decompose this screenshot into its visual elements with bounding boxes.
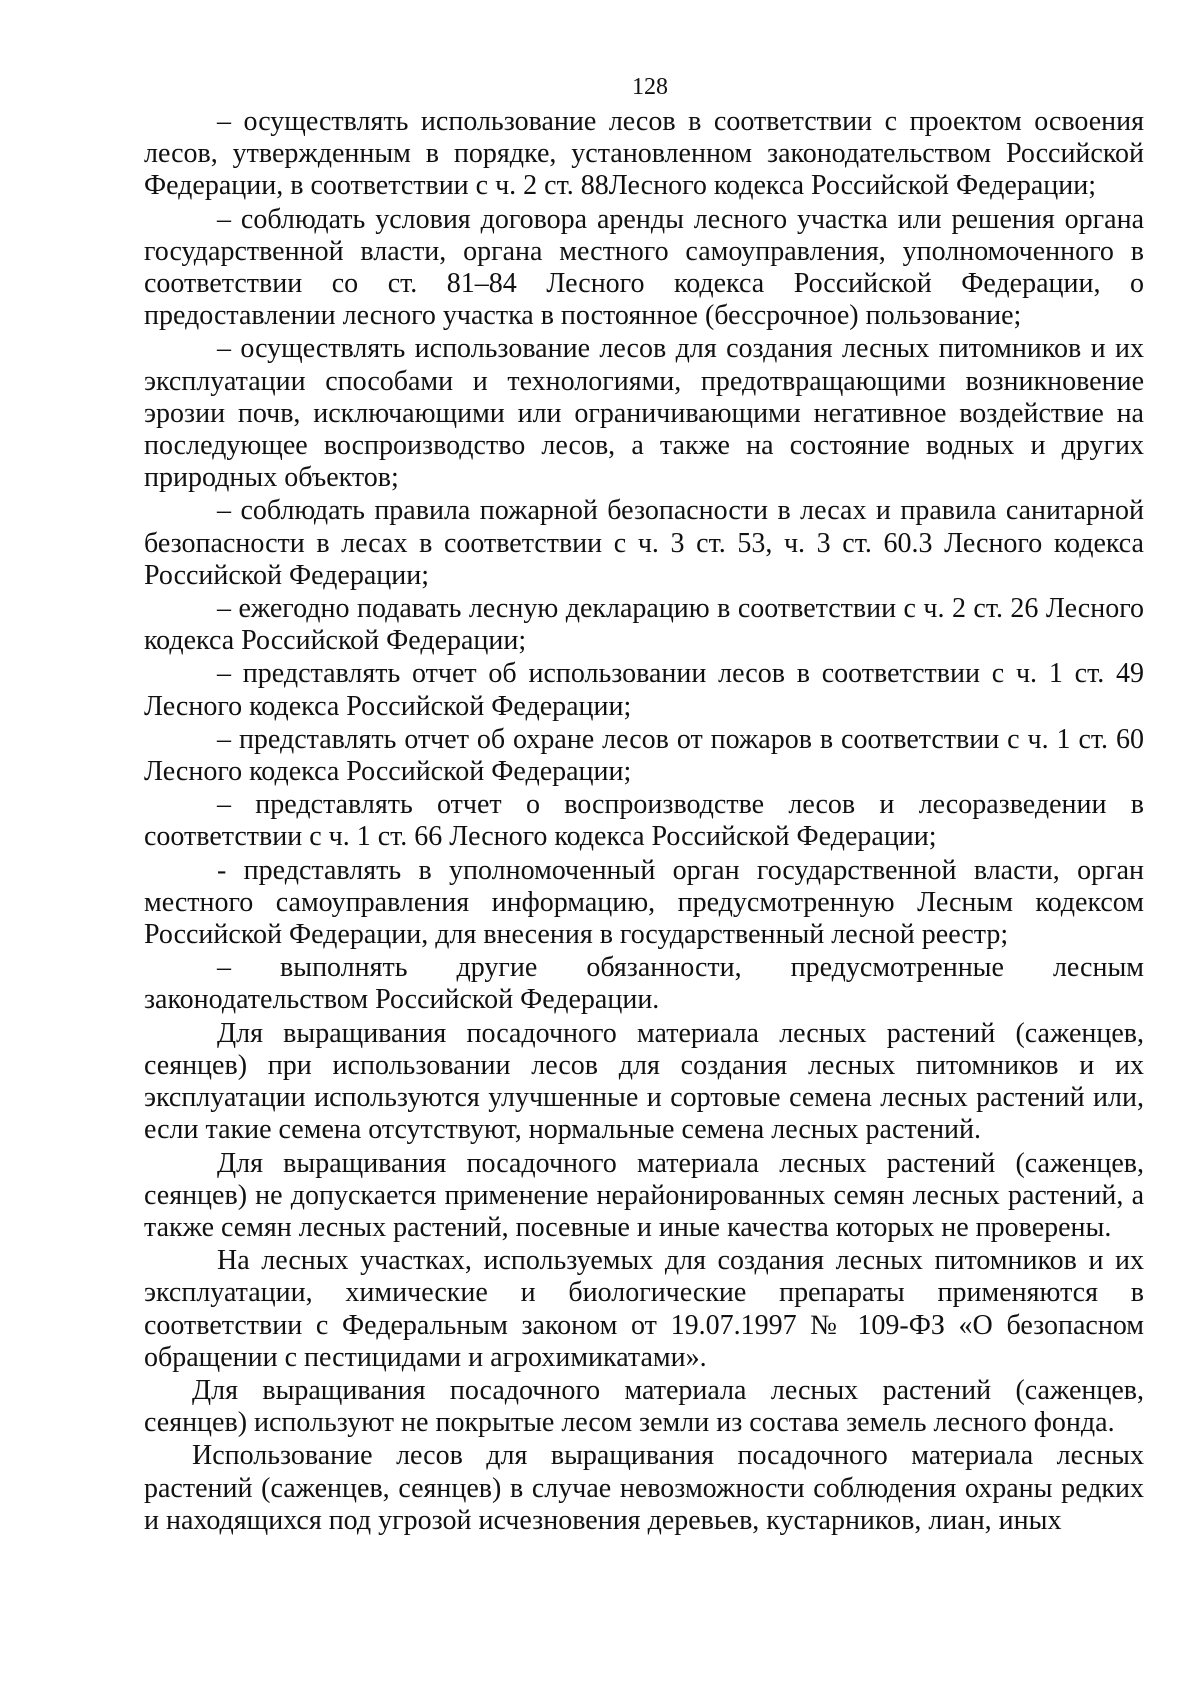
paragraph: – ежегодно подавать лесную декларацию в соответствии с ч. 2 ст. 26 Лесного кодекса Российской Федерации; [144, 593, 1144, 657]
paragraph: - представлять в уполномоченный орган государственной власти, орган местного самоуправления информацию, предусмотренную Лесным кодексом Российской Федерации, для внесения в государственный лесной реестр; [144, 854, 1144, 951]
paragraph: Для выращивания посадочного материала лесных растений (саженцев, сеянцев) при использовании лесов для создания лесных питомников и их эксплуатации используются улучшенные и сортовые семена лесных растений или, если такие семена отсутствуют, нормальные семена лесных растений. [144, 1017, 1144, 1146]
paragraph: – соблюдать условия договора аренды лесного участка или решения органа государственной власти, органа местного самоуправления, уполномоченного в соответствии со ст. 81–84 Лесного кодекса Российской Федерации, о предоставлении лесного участка в постоянное (бессрочное) пользование; [144, 203, 1144, 332]
paragraph: – осуществлять использование лесов в соответствии с проектом освоения лесов, утвержденным в порядке, установленном законодательством Российской Федерации, в соответствии с ч. 2 ст. 88Лесного кодекса Российской Федерации; [144, 106, 1144, 202]
paragraph: – представлять отчет о воспроизводстве лесов и лесоразведении в соответствии с ч. 1 ст. 66 Лесного кодекса Российской Федерации; [144, 789, 1144, 853]
paragraph: Для выращивания посадочного материала лесных растений (саженцев, сеянцев) не допускается применение нерайонированных семян лесных растений, а также семян лесных растений, посевные и иные качества которых не проверены. [144, 1147, 1144, 1243]
page-number: 128 [632, 74, 668, 100]
paragraph: – представлять отчет об охране лесов от пожаров в соответствии с ч. 1 ст. 60 Лесного кодекса Российской Федерации; [144, 723, 1144, 788]
paragraph: Использование лесов для выращивания посадочного материала лесных растений (саженцев, сеянцев) в случае невозможности соблюдения охраны редких и находящихся под угрозой исчезновения деревьев, кустарников, лиан, иных [144, 1440, 1144, 1536]
paragraph: – представлять отчет об использовании лесов в соответствии с ч. 1 ст. 49 Лесного кодекса Российской Федерации; [144, 658, 1144, 722]
paragraph: – осуществлять использование лесов для создания лесных питомников и их эксплуатации способами и технологиями, предотвращающими возникновение эрозии почв, исключающими или ограничивающими негативное воздействие на последующее воспроизводство лесов, а также на состояние водных и других природных объектов; [144, 333, 1144, 494]
paragraph: Для выращивания посадочного материала лесных растений (саженцев, сеянцев) используют не покрытые лесом земли из состава земель лесного фонда. [144, 1374, 1144, 1439]
paragraph: На лесных участках, используемых для создания лесных питомников и их эксплуатации, химические и биологические препараты применяются в соответствии с Федеральным законом от 19.07.1997 № 109-ФЗ «О безопасном обращении с пестицидами и агрохимикатами». [144, 1245, 1144, 1373]
paragraph: – соблюдать правила пожарной безопасности в лесах и правила санитарной безопасности в лесах в соответствии с ч. 3 ст. 53, ч. 3 ст. 60.3 Лесного кодекса Российской Федерации; [144, 495, 1144, 591]
document-page [144, 72, 1144, 1538]
paragraph: – выполнять другие обязанности, предусмотренные лесным законодательством Российской Федерации. [144, 952, 1144, 1016]
